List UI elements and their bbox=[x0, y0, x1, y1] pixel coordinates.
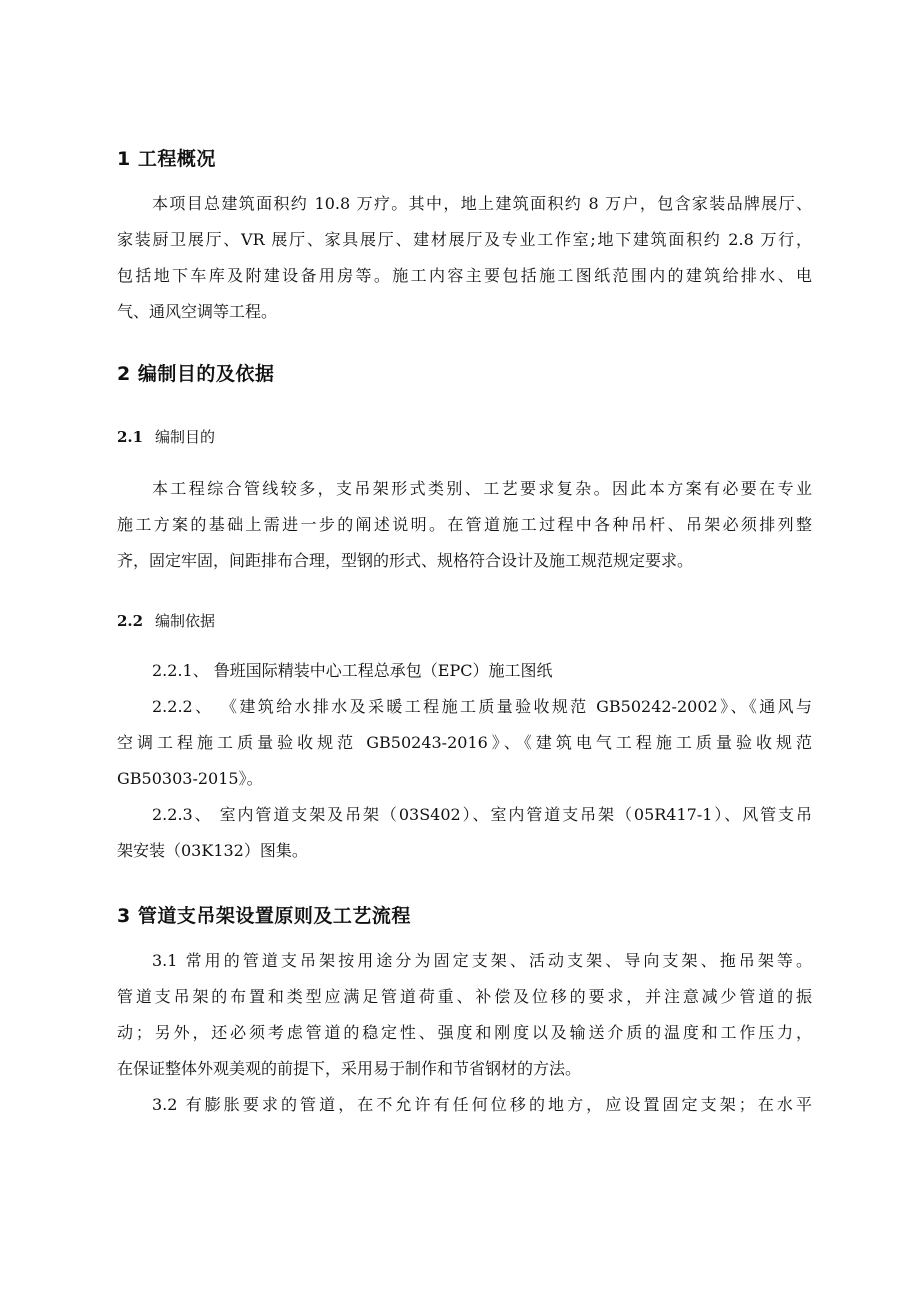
paragraph-line: 动；另外，还必须考虑管道的稳定性、强度和刚度以及输送介质的温度和工作压力， bbox=[117, 1023, 812, 1042]
subsection-number: 2.2 bbox=[117, 612, 144, 630]
paragraph-line: 本工程综合管线较多，支吊架形式类别、工艺要求复杂。因此本方案有必要在专业 bbox=[152, 479, 812, 498]
reference-item: 2.2.1、 鲁班国际精装中心工程总承包（EPC）施工图纸 bbox=[152, 661, 553, 680]
section-1-heading: 1 工程概况 bbox=[117, 148, 216, 170]
paragraph-line: 在保证整体外观美观的前提下，采用易于制作和节省钢材的方法。 bbox=[117, 1059, 582, 1078]
paragraph-line: 施工方案的基础上需进一步的阐述说明。在管道施工过程中各种吊杆、吊架必须排列整 bbox=[117, 515, 812, 534]
subsection-title: 编制目的 bbox=[155, 428, 216, 446]
paragraph-line: 齐，固定牢固，间距排布合理，型钢的形式、规格符合设计及施工规范规定要求。 bbox=[117, 551, 694, 570]
section-3-heading: 3 管道支吊架设置原则及工艺流程 bbox=[117, 905, 411, 927]
paragraph-line: 气、通风空调等工程。 bbox=[117, 302, 278, 321]
section-2-heading: 2 编制目的及依据 bbox=[117, 363, 275, 385]
subsection-2-1-heading bbox=[117, 426, 215, 447]
paragraph-line: 本项目总建筑面积约 10.8 万疗。其中，地上建筑面积约 8 万户，包含家装品牌展厅、 bbox=[152, 194, 812, 213]
paragraph-line: 3.1 常用的管道支吊架按用途分为固定支架、活动支架、导向支架、拖吊架等。 bbox=[152, 951, 812, 970]
paragraph-line: 包括地下车库及附建设备用房等。施工内容主要包括施工图纸范围内的建筑给排水、电 bbox=[117, 266, 812, 285]
reference-item-line: 架安装（03K132）图集。 bbox=[117, 841, 308, 860]
reference-item-line: GB50303-2015》。 bbox=[117, 769, 263, 788]
subsection-title: 编制依据 bbox=[155, 612, 216, 630]
reference-item: 2.2.3、 室内管道支架及吊架（03S402）、室内管道支吊架（05R417-1）、风管支吊 bbox=[152, 805, 812, 824]
reference-item-line: 空调工程施工质量验收规范 GB50243-2016》、《建筑电气工程施工质量验收规范 bbox=[117, 733, 812, 752]
paragraph-line: 家装厨卫展厅、VR 展厅、家具展厅、建材展厅及专业工作室;地下建筑面积约 2.8 万行， bbox=[117, 230, 812, 249]
subsection-number: 2.1 bbox=[117, 428, 144, 446]
paragraph-line: 管道支吊架的布置和类型应满足管道荷重、补偿及位移的要求，并注意减少管道的振 bbox=[117, 987, 812, 1006]
paragraph-line: 3.2 有膨胀要求的管道，在不允许有任何位移的地方，应设置固定支架；在水平 bbox=[152, 1095, 812, 1114]
subsection-2-2-heading bbox=[117, 610, 215, 631]
reference-item: 2.2.2、 《建筑给水排水及采暖工程施工质量验收规范 GB50242-2002》、《通风与 bbox=[152, 697, 812, 716]
